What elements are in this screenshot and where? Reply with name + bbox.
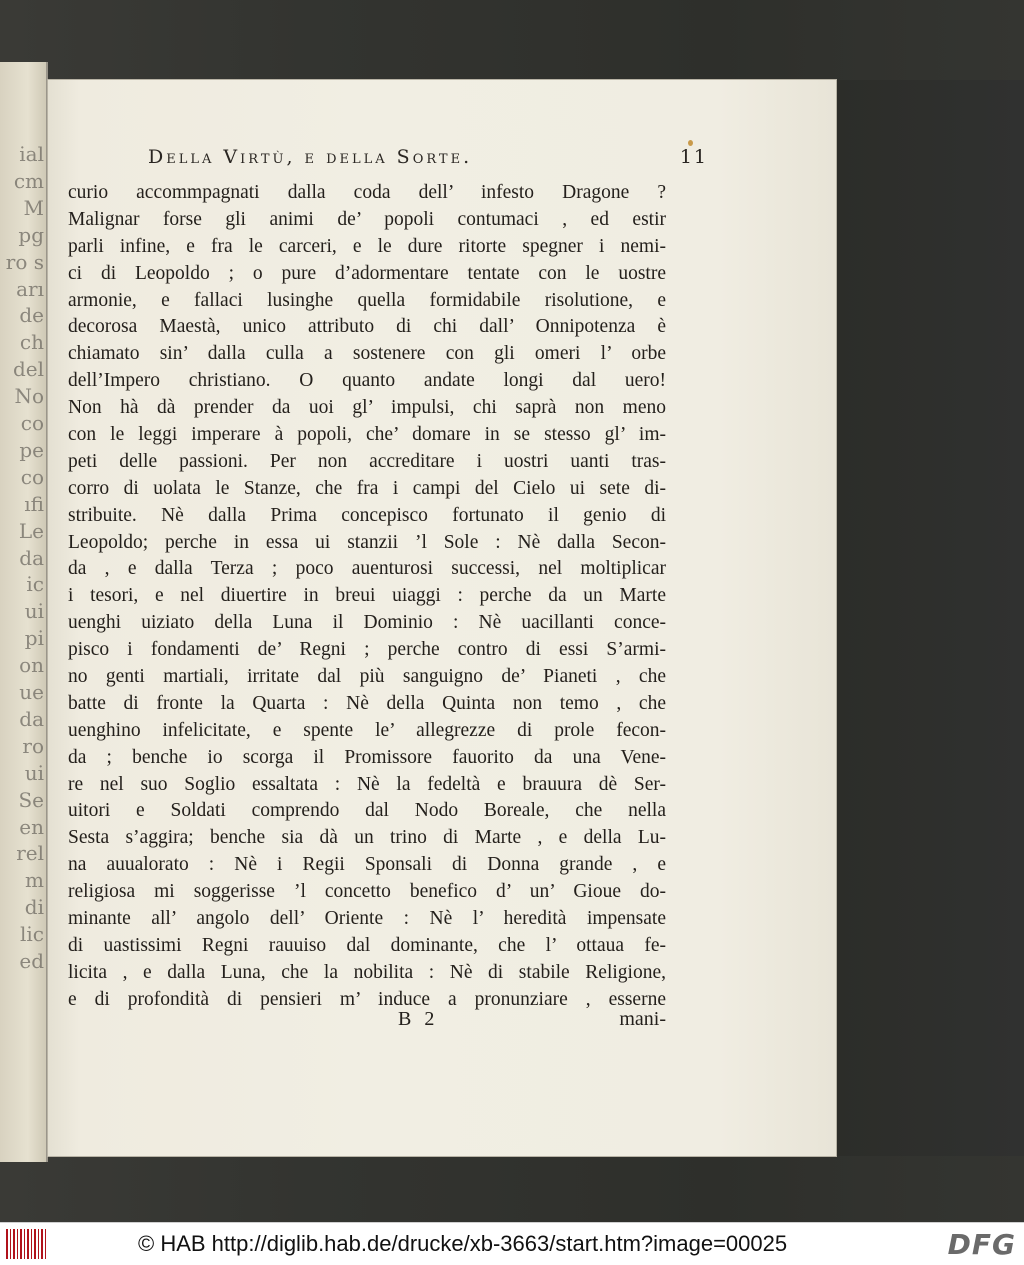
text-line: minante all’ angolo dell’ Oriente : Nè l’ heredità impensate <box>68 908 666 930</box>
text-line: di uastissimi Regni rauuiso dal dominante, che l’ ottaua fe- <box>68 934 666 956</box>
previous-page-fragment: en <box>19 814 44 839</box>
text-line: stribuite. Nè dalla Prima concepisco fortunato il genio di <box>68 504 666 526</box>
source-link[interactable]: © HAB http://diglib.hab.de/drucke/xb-3663/start.htm?image=00025 <box>138 1231 788 1256</box>
text-line: armonie, e fallaci lusinghe quella formidabile risolutione, e <box>68 289 666 311</box>
previous-page-fragment: ui <box>24 599 44 624</box>
text-line: pisco i fondamenti de’ Regni ; perche contro di essi S’armi- <box>68 639 666 661</box>
previous-page-fragment: on <box>19 653 44 678</box>
background-shade <box>836 80 1024 1156</box>
previous-page-fragment: ed <box>19 949 44 973</box>
previous-page-fragment: Le <box>18 518 44 543</box>
previous-page-fragment: lic <box>20 922 44 947</box>
previous-page-fragment: m <box>25 868 44 893</box>
text-line: con le leggi imperare à popoli, che’ domare in se stesso gl’ im- <box>68 424 666 446</box>
dfg-logo: DFG <box>947 1228 1016 1261</box>
previous-page-fragment: del <box>12 357 44 382</box>
text-line: parli infine, e fra le carceri, e le dure ritorte spegner i nemi- <box>68 235 666 257</box>
text-line: religiosa mi soggerisse ’l concetto benefico d’ un’ Gioue do- <box>68 881 666 903</box>
previous-page-fragment: rel <box>16 841 44 866</box>
ink-spot <box>688 140 693 146</box>
text-line: corro di uolata le Stanze, che fra i campi del Cielo ui sete di- <box>68 477 666 499</box>
previous-page-fragment: ıfi <box>24 491 44 516</box>
previous-page-fragment: ro <box>22 733 44 758</box>
text-line: Malignar forse gli animi de’ popoli contumaci , ed estir <box>68 208 666 230</box>
page-body-text <box>68 180 666 1014</box>
page-header <box>148 146 708 176</box>
text-line: na auualorato : Nè i Regii Sponsali di Donna grande , e <box>68 854 666 876</box>
previous-page-fragment: ial <box>19 142 44 166</box>
text-line: peti delle passioni. Per non accreditare i uostri uanti tras- <box>68 450 666 472</box>
footer-bar <box>0 1222 1024 1265</box>
previous-page-fragment: Se <box>18 787 44 812</box>
previous-page-edge <box>0 62 48 1162</box>
text-line: da ; benche io scorga il Promissore fauorito da una Vene- <box>68 746 666 768</box>
previous-page-fragment: pi <box>24 626 44 651</box>
previous-page-fragment: pe <box>19 437 44 462</box>
page-number: 11 <box>679 146 708 168</box>
signature-mark: B 2 <box>398 1008 439 1030</box>
text-line: uenghi uiziato della Luna il Dominio : Nè uacillanti conce- <box>68 612 666 634</box>
running-title: Della Virtù, e della Sorte. <box>148 146 473 168</box>
text-line: Leopoldo; perche in essa ui stanzii ’l Sole : Nè dalla Secon- <box>68 531 666 553</box>
text-line: Sesta s’aggira; benche sia dà un trino di Marte , e della Lu- <box>68 827 666 849</box>
text-line: no genti martiali, irritate dal più sanguigno de’ Pianeti , che <box>68 666 666 688</box>
text-line: re nel suo Soglio essaltata : Nè la fedeltà e brauura dè Ser- <box>68 773 666 795</box>
page-footer <box>68 1008 666 1038</box>
previous-page-fragment: M <box>23 195 44 220</box>
book-page <box>48 80 836 1156</box>
text-line: chiamato sin’ dalla culla a sostenere con gli omeri l’ orbe <box>68 343 666 365</box>
text-line: i tesori, e nel diuertire in breui uiaggi : perche da un Marte <box>68 585 666 607</box>
text-line: uenghino infelicitate, e spente le’ allegrezze di prole fecon- <box>68 719 666 741</box>
text-line: ci di Leopoldo ; o pure d’adormentare tentate con le uostre <box>68 262 666 284</box>
text-line: dell’Impero christiano. O quanto andate longi dal uero! <box>68 370 666 392</box>
previous-page-fragment: ui <box>24 760 44 785</box>
previous-page-fragment: di <box>24 895 44 920</box>
previous-page-fragment: da <box>19 545 44 570</box>
text-line: e di profondità di pensieri m’ induce a pronunziare , esserne <box>68 988 666 1010</box>
previous-page-fragment: co <box>20 411 44 435</box>
text-line: batte di fronte la Quarta : Nè della Quinta non temo , che <box>68 692 666 714</box>
text-line: uitori e Soldati comprendo dal Nodo Boreale, che nella <box>68 800 666 822</box>
text-line: curio accommpagnati dalla coda dell’ infesto Dragone ? <box>68 182 666 203</box>
text-line: decorosa Maestà, unico attributo di chi dall’ Onnipotenza è <box>68 316 666 338</box>
previous-page-fragment: co <box>20 464 44 489</box>
previous-page-fragment: cm <box>13 168 44 193</box>
text-line: Non hà dà prender da uoi gl’ impulsi, chi saprà non meno <box>68 397 666 419</box>
previous-page-fragment: ch <box>19 330 44 355</box>
previous-page-fragment: de <box>19 303 44 328</box>
previous-page-fragment: ro s <box>5 249 44 274</box>
text-line: licita , e dalla Luna, che la nobilita : Nè di stabile Religione, <box>68 961 666 983</box>
previous-page-fragment: No <box>14 384 44 409</box>
catchword: mani- <box>619 1008 666 1030</box>
previous-page-fragment: arı <box>16 276 44 301</box>
hab-barcode-icon <box>6 1229 48 1259</box>
previous-page-fragment: ic <box>26 572 44 597</box>
text-line: da , e dalla Terza ; poco auenturosi successi, nel moltiplicar <box>68 558 666 580</box>
previous-page-fragment: da <box>19 706 44 731</box>
previous-page-fragment: ue <box>19 680 44 704</box>
previous-page-fragment: pg <box>18 222 44 247</box>
